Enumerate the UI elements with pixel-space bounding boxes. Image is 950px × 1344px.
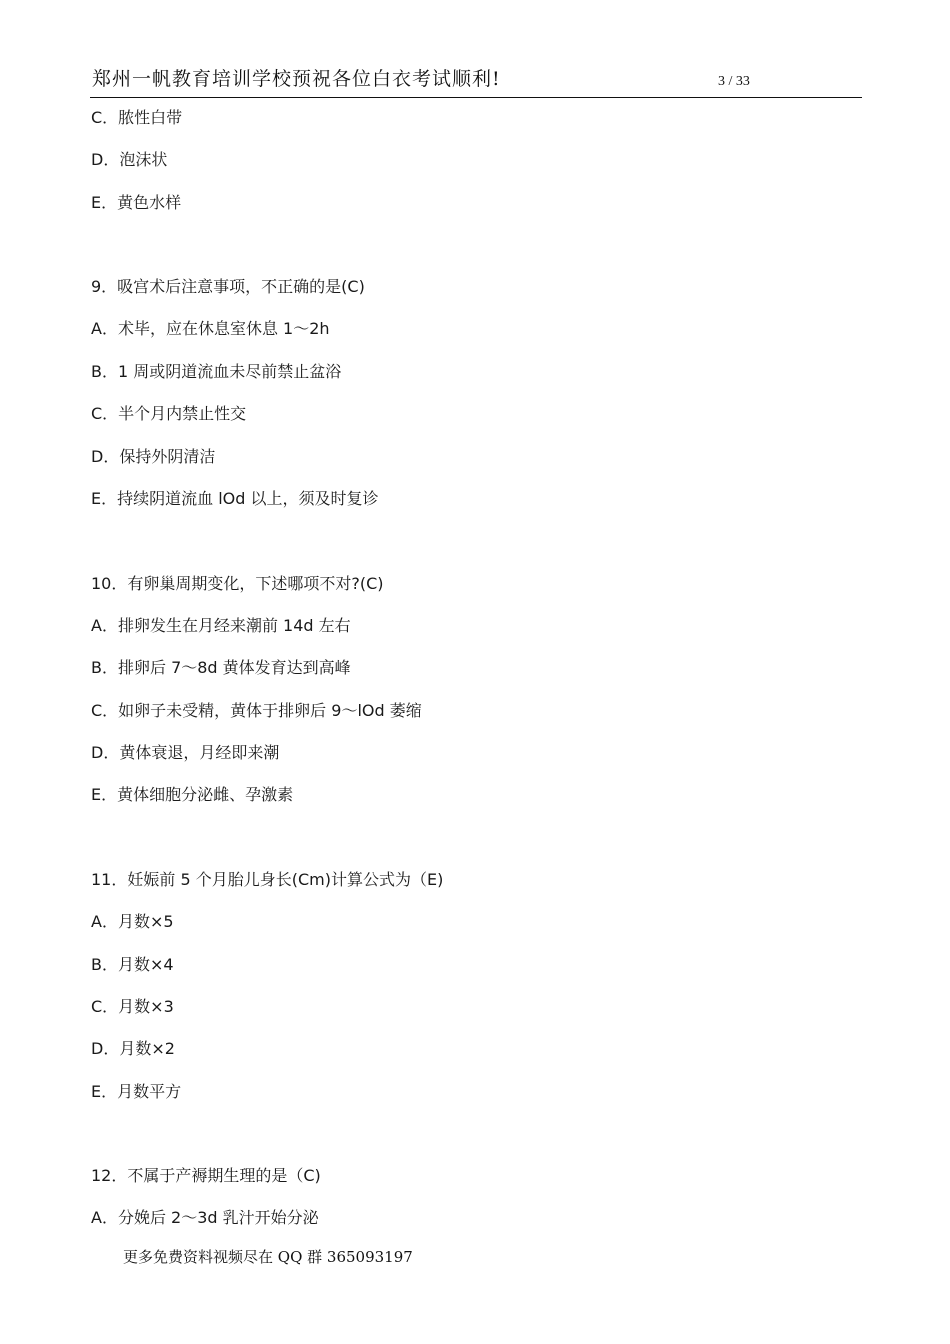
page-footer: 更多免费资料视频尽在 QQ 群 365093197 [123, 1248, 413, 1266]
question-line: 12．不属于产褥期生理的是（C) [91, 1166, 321, 1185]
option-line: D．黄体衰退，月经即来潮 [91, 743, 280, 762]
question-line: 9．吸宫术后注意事项，不正确的是(C) [91, 277, 365, 296]
option-line: A．月数×5 [91, 912, 174, 931]
question-line: 10．有卵巢周期变化，下述哪项不对?(C) [91, 574, 384, 593]
option-line: B．1 周或阴道流血未尽前禁止盆浴 [91, 362, 342, 381]
option-line: C．月数×3 [91, 997, 174, 1016]
option-line: D．保持外阴清洁 [91, 447, 216, 466]
option-line: C．如卵子未受精，黄体于排卵后 9～lOd 萎缩 [91, 701, 422, 720]
option-line: D．泡沫状 [91, 150, 168, 169]
option-line: B．排卵后 7～8d 黄体发育达到高峰 [91, 658, 351, 677]
option-line: E．持续阴道流血 lOd 以上，须及时复诊 [91, 489, 379, 508]
option-line: E．黄体细胞分泌雌、孕激素 [91, 785, 294, 804]
option-line: C．脓性白带 [91, 108, 183, 127]
option-line: D．月数×2 [91, 1039, 175, 1058]
header-title: 郑州一帆教育培训学校预祝各位白衣考试顺利! [92, 68, 501, 90]
option-line: A．分娩后 2～3d 乳汁开始分泌 [91, 1208, 319, 1227]
option-line: B．月数×4 [91, 955, 174, 974]
option-line: A．术毕，应在休息室休息 1～2h [91, 319, 330, 338]
page-number: 3 / 33 [718, 74, 750, 89]
option-line: E．黄色水样 [91, 193, 182, 212]
option-line: A．排卵发生在月经来潮前 14d 左右 [91, 616, 351, 635]
header-divider [90, 97, 862, 98]
option-line: E．月数平方 [91, 1082, 182, 1101]
question-line: 11．妊娠前 5 个月胎儿身长(Cm)计算公式为（E) [91, 870, 444, 889]
option-line: C．半个月内禁止性交 [91, 404, 247, 423]
